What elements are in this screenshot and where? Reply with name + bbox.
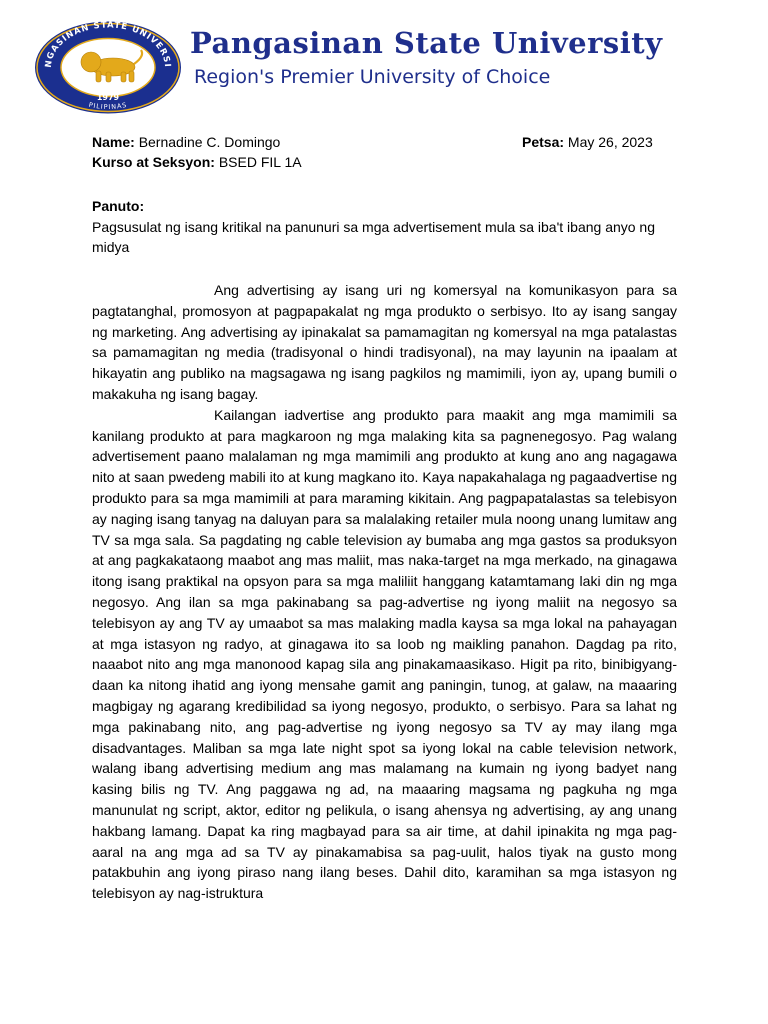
course-value: BSED FIL 1A (218, 154, 302, 170)
name-label: Name: (92, 134, 135, 150)
paragraph-2: Kailangan iadvertise ang produkto para maakit ang mga mamimili sa kanilang produkto at para magkaroon ng mga malaking kita sa pagnenegosyo. Pag walang advertisement paano malalaman ng mga mamimili ang produkto at kung ano ang nagagawa nito at saan pwedeng mabili ito at kung magkano ito. Kaya napakahalaga ng pagaadvertise ng produkto para sa mga mamimili at para maraming kikitain. Ang pagpapatalastas sa telebisyon ay naging isang tanyag na daluyan para sa malalaking retailer mula noong unang lumitaw ang TV sa mga sala. Sa pagdating ng cable television ay bumaba ang mga gastos sa produksyon at ang pagkakataong maabot ang mas maliit, mas naka-target na mga merkado, na ginagawa itong isang praktikal na opsyon para sa mga maliliit hanggang katamtamang laki din ng mga negosyo. Ang ilan sa mga pakinabang sa pag-advertise ng iyong maliit na negosyo sa telebisyon ay ang TV ay umaabot sa mas malaking madla kaysa sa mga lokal na pahayagan at mga istasyon ng radyo, at ginagawa ito sa loob ng maikling panahon. Dagdag pa rito, naaabot nito ang mga manonood kapag sila ang pinakamaasikaso. Higit pa rito, binibigyang-daan ka nitong ihatid ang iyong mensahe gamit ang paningin, tunog, at galaw, na maaaring magbigay ng agarang kredibilidad sa iyong negosyo, produkto, o serbisyo. Para sa lahat ng mga pakinabang nito, ang pag-advertise ng iyong negosyo sa TV ay may ilang mga disadvantages. Maliban sa mga late night spot sa iyong lokal na cable television network, walang ibang advertising medium ang mas malamang na kumain ng iyong badyet nang kasing bilis ng TV. Ang paggawa ng ad, na maaaring magsama ng pagkuha ng mga manunulat ng script, aktor, editor ng pelikula, o isang ahensya ng advertising, ay ang unang hakbang lamang. Dapat ka ring magbayad para sa air time, at dahil ipinakita ng mga pag-aaral na ang mga ad sa TV ay pinakamabisa sa pag-uulit, halos tiyak na gusto mong patakbuhin ang iyong piraso nang ilang beses. Dahil dito, karamihan sa mga istasyon ng telebisyon ay nag-istruktura (92, 406, 677, 902)
name-row (92, 132, 682, 152)
university-name: Pangasinan State University (190, 26, 663, 60)
date-label: Petsa: (522, 134, 565, 150)
student-info (92, 132, 682, 172)
date-field (522, 132, 653, 152)
name-value: Bernadine C. Domingo (138, 134, 281, 150)
paragraph-1: Ang advertising ay isang uri ng komersyal na komunikasyon para sa pagtatanghal, promosyon at pagpapakalat ng mga produkto o serbisyo. Ito ay isang sangay ng marketing. Ang advertising ay ipinakalat sa pamamagitan ng komersyal na mga patalastas sa pamamagitan ng media (tradisyonal o hindi tradisyonal), na may layunin na ipaalam at hikayatin ang publiko na magsagawa ng isang pagkilos ng mamimili, iyon ay, upang bumili o makakuha ng isang bagay. (92, 282, 677, 402)
date-value: May 26, 2023 (567, 134, 653, 150)
university-seal-logo (33, 20, 183, 115)
seal-emblem-icon (33, 20, 183, 115)
seal-year: 1979 (96, 93, 120, 102)
letterhead (0, 0, 768, 120)
university-tagline: Region's Premier University of Choice (194, 66, 551, 88)
seal-ring-text-bottom: PILIPINAS (87, 100, 129, 112)
course-label: Kurso at Seksyon: (92, 154, 215, 170)
instructions-text: Pagsusulat ng isang kritikal na panunuri sa mga advertisement mula sa iba't ibang anyo ng midya (92, 218, 656, 255)
instructions-section (92, 196, 677, 258)
course-row (92, 152, 682, 172)
seal-ring-text-top: NGASINAN STATE UNIVERSI (43, 20, 173, 69)
essay-body (92, 280, 677, 904)
instructions-label: Panuto: (92, 198, 145, 214)
